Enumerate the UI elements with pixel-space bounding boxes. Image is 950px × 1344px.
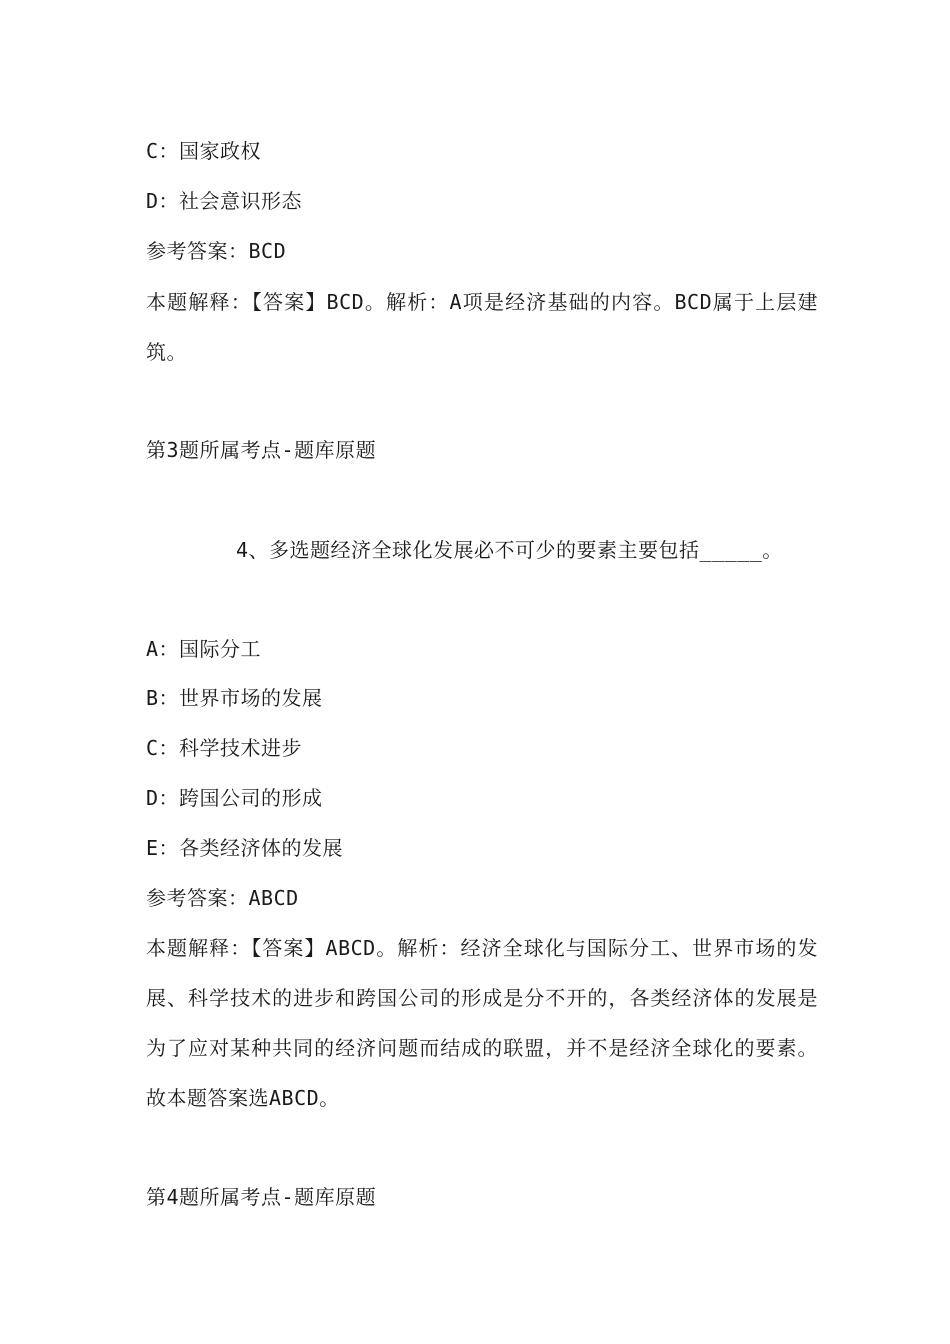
q4-option-c: C：科学技术进步 — [146, 736, 303, 760]
q4-topic: 第4题所属考点-题库原题 — [146, 1185, 377, 1209]
q4-option-e: E：各类经济体的发展 — [146, 836, 344, 860]
q3-option-c: C：国家政权 — [146, 139, 262, 163]
q3-answer: 参考答案：BCD — [146, 239, 287, 263]
q3-topic: 第3题所属考点-题库原题 — [146, 438, 377, 462]
q4-explanation: 本题解释：【答案】ABCD。解析：经济全球化与国际分工、世界市场的发展、科学技术的进步和跨国公司的形成是分不开的，各类经济体的发展是为了应对某种共同的经济问题而结成的联盟，并不是经济全球化的要素。故本题答案选ABCD。 — [146, 936, 818, 1110]
q3-option-d: D：社会意识形态 — [146, 189, 303, 213]
q3-explanation: 本题解释：【答案】BCD。解析：A项是经济基础的内容。BCD属于上层建筑。 — [146, 290, 818, 364]
q4-question: 4、多选题经济全球化发展必不可少的要素主要包括_____。 — [236, 538, 783, 562]
q4-option-a: A：国际分工 — [146, 637, 262, 661]
q4-option-b: B：世界市场的发展 — [146, 686, 323, 710]
q4-answer: 参考答案：ABCD — [146, 886, 299, 910]
q4-option-d: D：跨国公司的形成 — [146, 786, 323, 810]
